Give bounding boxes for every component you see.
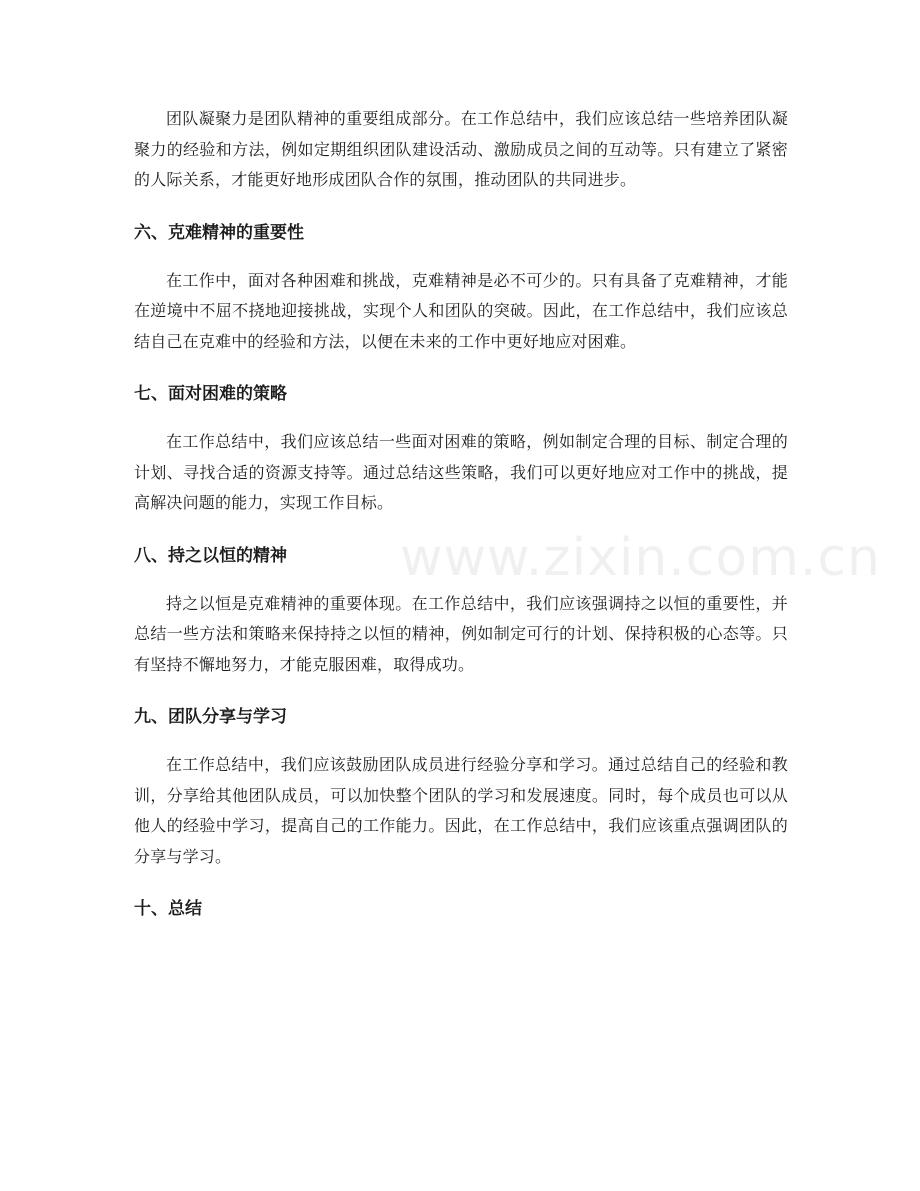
paragraph-section-6: 在工作中，面对各种困难和挑战，克难精神是必不可少的。只有具备了克难精神，才能在逆境中不屈不挠地迎接挑战，实现个人和团队的突破。因此，在工作总结中，我们应该总结自己在克难中的经验和方法，以便在未来的工作中更好地应对困难。 [134,270,788,351]
heading-section-6: 六、克难精神的重要性 [134,222,304,243]
paragraph-section-7: 在工作总结中，我们应该总结一些面对困难的策略，例如制定合理的目标、制定合理的计划、寻找合适的资源支持等。通过总结这些策略，我们可以更好地应对工作中的挑战，提高解决问题的能力，实现工作目标。 [134,432,788,512]
document-body [134,104,788,924]
heading-section-10: 十、总结 [134,899,202,919]
paragraph-team-cohesion: 团队凝聚力是团队精神的重要组成部分。在工作总结中，我们应该总结一些培养团队凝聚力的经验和方法，例如定期组织团队建设活动、激励成员之间的互动等。只有建立了紧密的人际关系，才能更好地形成团队合作的氛围，推动团队的共同进步。 [134,109,788,189]
heading-section-7: 七、面对困难的策略 [134,384,287,404]
heading-section-9: 九、团队分享与学习 [134,707,287,727]
paragraph-section-9: 在工作总结中，我们应该鼓励团队成员进行经验分享和学习。通过总结自己的经验和教训，分享给其他团队成员，可以加快整个团队的学习和发展速度。同时，每个成员也可以从他人的经验中学习，提高自己的工作能力。因此，在工作总结中，我们应该重点强调团队的分享与学习。 [134,755,788,866]
watermark: www.zixin.com.cn [400,528,881,588]
heading-section-8: 八、持之以恒的精神 [134,545,287,566]
paragraph-section-8: 持之以恒是克难精神的重要体现。在工作总结中，我们应该强调持之以恒的重要性，并总结一些方法和策略来保持持之以恒的精神，例如制定可行的计划、保持积极的心态等。只有坚持不懈地努力，才能克服困难，取得成功。 [134,593,788,674]
